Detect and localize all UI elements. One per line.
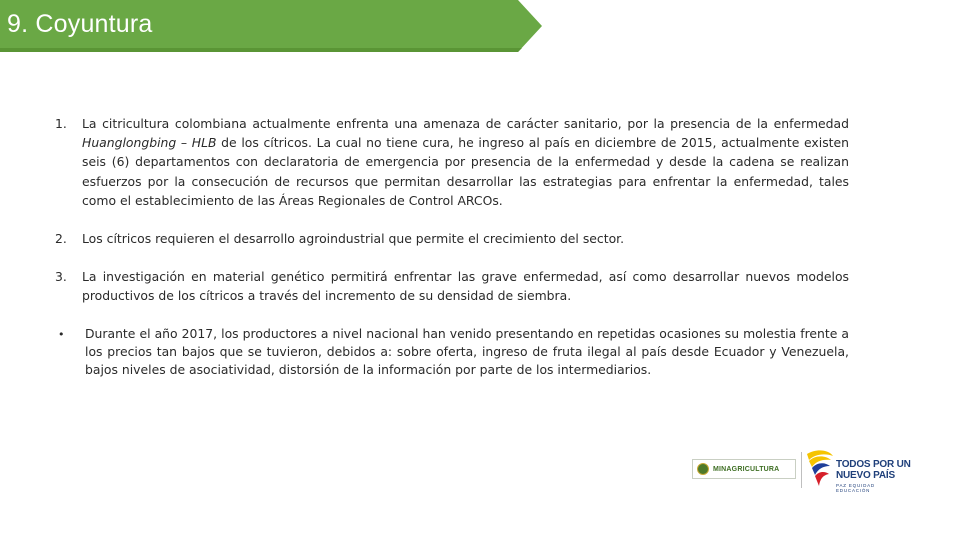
list-marker: 1. (55, 116, 67, 131)
list-item (55, 267, 849, 305)
list-item (55, 325, 849, 380)
government-logo-line1: TODOS POR UN (836, 459, 911, 470)
list-item-text: La citricultura colombiana actualmente enfrenta una amenaza de carácter sanitario, por la presencia de la enfermedad Huanglongbing – HLB de los cítricos. La cual no tiene cura, he ingreso al país en diciembre de 2015, actualmente existen seis (6) departamentos con declaratoria de emergencia por presencia de la enfermedad y desde la cadena se realizan esfuerzos por la consecución de recursos que permitan desarrollar las estrategias para enfrentar la enfermedad, tales como el establecimiento de las Áreas Regionales de Control ARCOs. (82, 116, 849, 208)
colombia-flag-swoosh-icon (803, 446, 835, 492)
list-item (55, 229, 849, 248)
content-list (55, 114, 849, 399)
logo-divider (801, 452, 802, 488)
ministry-name: MINAGRICULTURA (713, 465, 780, 473)
list-item (55, 114, 849, 210)
slide-title: 9. Coyuntura (7, 10, 153, 38)
list-item-text: Durante el año 2017, los productores a nivel nacional han venido presentando en repetidas ocasiones su molestia frente a los precios tan bajos que se tuvieron, debidos a: sobre oferta, ingreso de fruta ilegal al país desde Ecuador y Venezuela, bajos niveles de asociatividad, distorsión de la información por parte de los intermediarios. (85, 325, 849, 378)
title-banner (0, 0, 542, 52)
government-logo-tagline: PAZ EQUIDAD EDUCACIÓN (836, 483, 875, 493)
list-marker: 3. (55, 269, 67, 285)
todos-por-un-nuevo-pais-logo (803, 446, 911, 492)
bullet-marker: • (58, 327, 65, 341)
government-logo-line2: NUEVO PAÍS (836, 470, 895, 481)
list-item-text: Los cítricos requieren el desarrollo agroindustrial que permite el crecimiento del sector. (82, 231, 625, 247)
minagricultura-logo (692, 459, 796, 479)
list-marker: 2. (55, 231, 67, 247)
ministry-seal-icon (697, 463, 709, 475)
disease-name: Huanglongbing – HLB (82, 135, 217, 151)
list-item-text: La investigación en material genético permitirá enfrentar las grave enfermedad, así como desarrollar nuevos modelos productivos de los cítricos a través del incremento de su densidad de siembra. (82, 269, 849, 304)
